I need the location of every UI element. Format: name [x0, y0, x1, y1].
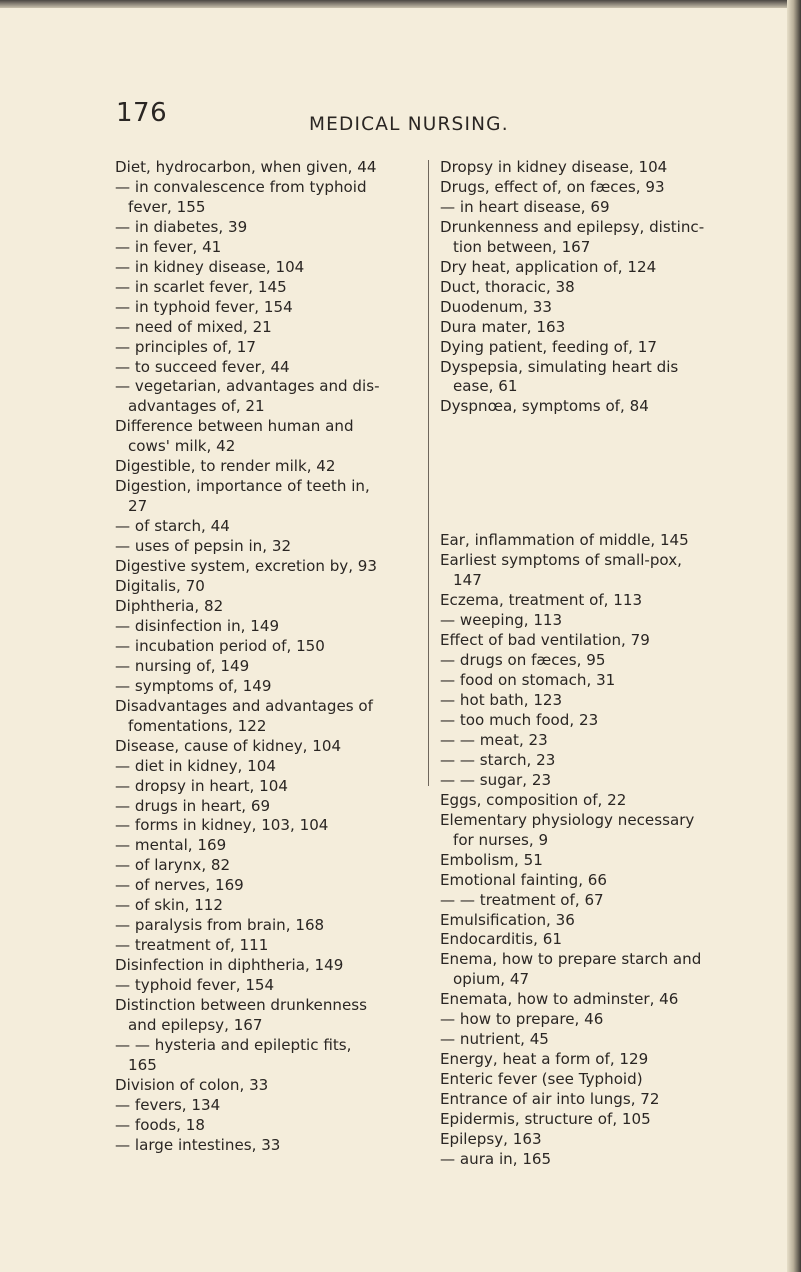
index-entry: — — sugar, 23: [440, 770, 552, 789]
index-entry: — large intestines, 33: [115, 1135, 281, 1154]
index-entry: Dyspepsia, simulating heart dis: [440, 357, 679, 376]
index-entry: advantages of, 21: [128, 397, 265, 416]
index-entry: — of starch, 44: [115, 517, 230, 536]
page-top-edge: [0, 0, 801, 8]
index-entry: — weeping, 113: [440, 611, 563, 630]
index-entry: — food on stomach, 31: [440, 671, 616, 690]
index-entry: — in scarlet fever, 145: [115, 277, 287, 296]
index-entry: — treatment of, 111: [115, 936, 269, 955]
index-entry: opium, 47: [453, 970, 530, 989]
index-entry: — of skin, 112: [115, 896, 224, 915]
running-head: MEDICAL NURSING.: [309, 114, 509, 135]
index-entry: — incubation period of, 150: [115, 636, 325, 655]
index-entry: 147: [453, 571, 482, 590]
index-entry: Division of colon, 33: [115, 1075, 269, 1094]
index-entry: Enteric fever (see Typhoid): [440, 1070, 643, 1089]
index-entry: — to succeed fever, 44: [115, 357, 290, 376]
index-entry: — in heart disease, 69: [440, 197, 610, 216]
index-entry: — foods, 18: [115, 1115, 205, 1134]
index-entry: — mental, 169: [115, 836, 227, 855]
index-entry: — uses of pepsin in, 32: [115, 537, 292, 556]
index-entry: Entrance of air into lungs, 72: [440, 1090, 660, 1109]
index-entry: Duodenum, 33: [440, 297, 552, 316]
index-entry: Disinfection in diphtheria, 149: [115, 956, 344, 975]
index-entry: — of nerves, 169: [115, 876, 244, 895]
index-entry: Dura mater, 163: [440, 317, 566, 336]
index-column-left: [115, 158, 417, 1156]
index-entry: — vegetarian, advantages and dis-: [115, 377, 380, 396]
index-entry: Epilepsy, 163: [440, 1129, 542, 1148]
index-entry: Embolism, 51: [440, 850, 543, 869]
index-entry: — too much food, 23: [440, 710, 599, 729]
index-entry: — symptoms of, 149: [115, 676, 272, 695]
index-entry: — paralysis from brain, 168: [115, 916, 325, 935]
index-entry: — principles of, 17: [115, 337, 257, 356]
index-entry: Dry heat, application of, 124: [440, 257, 657, 276]
index-entry: — in fever, 41: [115, 237, 222, 256]
index-entry: Duct, thoracic, 38: [440, 277, 575, 296]
index-entry: cows' milk, 42: [128, 437, 236, 456]
index-entry: fever, 155: [128, 197, 206, 216]
index-entry: Digitalis, 70: [115, 577, 205, 596]
page-number: 176: [116, 98, 168, 128]
index-entry: — in typhoid fever, 154: [115, 297, 293, 316]
index-entry: — forms in kidney, 103, 104: [115, 816, 329, 835]
index-entry: Emotional fainting, 66: [440, 870, 608, 889]
index-entry: — in convalescence from typhoid: [115, 177, 367, 196]
page-binding-edge: [787, 0, 801, 1272]
index-entry: — typhoid fever, 154: [115, 976, 275, 995]
index-entry: Digestible, to render milk, 42: [115, 457, 336, 476]
index-entry: Distinction between drunkenness: [115, 996, 367, 1015]
index-entry: Eczema, treatment of, 113: [440, 591, 643, 610]
index-entry: Drunkenness and epilepsy, distinc-: [440, 217, 705, 236]
index-entry: — nursing of, 149: [115, 656, 250, 675]
index-entry: Eggs, composition of, 22: [440, 790, 627, 809]
index-entry: — aura in, 165: [440, 1149, 552, 1168]
index-entry: 27: [128, 497, 148, 516]
index-entry: — — hysteria and epileptic fits,: [115, 1035, 352, 1054]
index-entry: — nutrient, 45: [440, 1030, 549, 1049]
index-entry: Energy, heat a form of, 129: [440, 1050, 649, 1069]
index-entry: tion between, 167: [453, 237, 591, 256]
index-entry: — need of mixed, 21: [115, 317, 272, 336]
index-entry: Ear, inflammation of middle, 145: [440, 531, 689, 550]
index-entry: — — meat, 23: [440, 730, 548, 749]
index-entry: — dropsy in heart, 104: [115, 776, 288, 795]
index-entry: fomentations, 122: [128, 716, 267, 735]
index-entry: Dropsy in kidney disease, 104: [440, 158, 668, 176]
index-entry: Digestive system, excretion by, 93: [115, 557, 378, 576]
index-entry: — — starch, 23: [440, 750, 556, 769]
index-entry: — in kidney disease, 104: [115, 257, 305, 276]
index-column-right: [440, 158, 738, 1170]
index-entry: — in diabetes, 39: [115, 217, 248, 236]
index-entry: Disadvantages and advantages of: [115, 696, 373, 715]
index-entry: Drugs, effect of, on fæces, 93: [440, 177, 665, 196]
index-entry: Effect of bad ventilation, 79: [440, 631, 650, 650]
index-entry: Dyspnœa, symptoms of, 84: [440, 397, 649, 416]
index-entry: Endocarditis, 61: [440, 930, 562, 949]
index-entry: — drugs on fæces, 95: [440, 651, 606, 670]
index-entry: — fevers, 134: [115, 1095, 221, 1114]
index-entry: — drugs in heart, 69: [115, 796, 271, 815]
index-entry: — of larynx, 82: [115, 856, 231, 875]
index-entry: Disease, cause of kidney, 104: [115, 736, 342, 755]
index-entry: Difference between human and: [115, 417, 354, 436]
index-entry: for nurses, 9: [453, 830, 549, 849]
index-entry: Digestion, importance of teeth in,: [115, 477, 370, 496]
index-entry: Diet, hydrocarbon, when given, 44: [115, 158, 377, 176]
index-entry: Enemata, how to adminster, 46: [440, 990, 679, 1009]
index-entry: — hot bath, 123: [440, 691, 563, 710]
index-entry: Epidermis, structure of, 105: [440, 1110, 651, 1129]
index-entry: Emulsification, 36: [440, 910, 575, 929]
letter-section-gap: [440, 417, 738, 531]
index-entry: Diphtheria, 82: [115, 596, 224, 615]
index-entry: — disinfection in, 149: [115, 616, 280, 635]
index-entry: Enema, how to prepare starch and: [440, 950, 702, 969]
index-entry: — — treatment of, 67: [440, 890, 604, 909]
index-entry: 165: [128, 1055, 157, 1074]
column-divider: [428, 160, 429, 786]
index-entry: — how to prepare, 46: [440, 1010, 604, 1029]
index-entry: Dying patient, feeding of, 17: [440, 337, 657, 356]
index-entry: and epilepsy, 167: [128, 1015, 263, 1034]
index-entry: Earliest symptoms of small-pox,: [440, 551, 682, 570]
index-entry: Elementary physiology necessary: [440, 810, 695, 829]
index-entry: ease, 61: [453, 377, 518, 396]
index-entry: — diet in kidney, 104: [115, 756, 276, 775]
